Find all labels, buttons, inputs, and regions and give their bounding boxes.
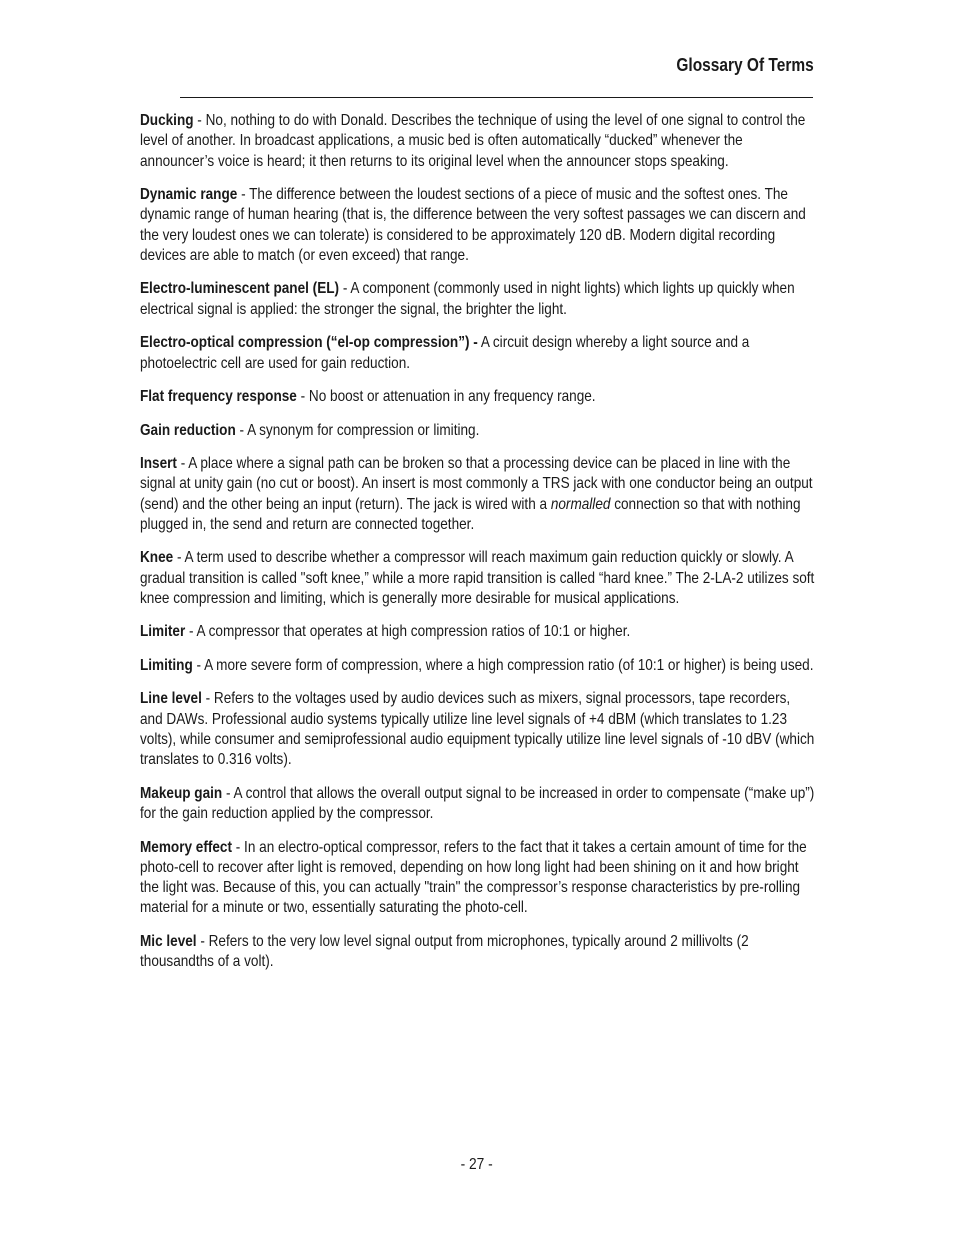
glossary-entry-knee: [140, 548, 816, 609]
glossary-term: Dynamic range: [140, 186, 238, 204]
glossary-term: Insert: [140, 454, 177, 472]
glossary-entry-dynamic-range: [140, 185, 816, 266]
glossary-definition: - A synonym for compression or limiting.: [235, 421, 480, 439]
glossary-term: Flat frequency response: [140, 388, 297, 406]
glossary-definition: - A control that allows the overall output signal to be increased in order to compensate (“make up”) for the gain reduction applied by the compressor.: [140, 784, 815, 823]
glossary-term: Limiting: [140, 656, 193, 674]
glossary-term: Ducking: [140, 112, 194, 129]
page-header-title: Glossary Of Terms: [676, 55, 814, 75]
glossary-term: Makeup gain: [140, 784, 223, 802]
page-footer: [0, 1156, 954, 1174]
glossary-definition: - A place where a signal path can be broken so that a processing device can be placed in line with the signal at unity gain (no cut or boost). An insert is most commonly a TRS jack with one conductor being an output (send) and the other being an input (return). The jack is wired with a: [140, 454, 813, 513]
glossary-definition: A circuit design whereby a light source and a photoelectric cell are used for gain reduction.: [140, 334, 750, 372]
glossary-entry-ducking: [140, 111, 816, 172]
glossary-term: Electro-optical compression (“el-op compression”) -: [140, 334, 478, 352]
glossary-entry-gain-reduction: [140, 421, 816, 441]
page-number: - 27 -: [460, 1156, 494, 1173]
glossary-content: [140, 111, 816, 986]
glossary-definition: - A more severe form of compression, where a high compression ratio (of 10:1 or higher) is being used.: [192, 656, 814, 674]
glossary-definition-continued: connection so that with nothing plugged in, the send and return are connected together.: [140, 495, 801, 533]
glossary-term: Limiter: [140, 623, 186, 641]
glossary-entry-mic-level: [140, 932, 816, 973]
glossary-definition: - The difference between the loudest sections of a piece of music and the softest ones. The dynamic range of human hearing (that is, the difference between the very softest passages we can discern and the very loudest ones we can tolerate) is considered to be approximately 120 dB. Modern digital recording devices are able to match (or even exceed) that range.: [140, 186, 806, 264]
glossary-definition: - In an electro-optical compressor, refers to the fact that it takes a certain amount of time for the photo-cell to recover after light is removed, depending on how long light had been shining on it and how bright the light was. Because of this, you can actually "train" the compressor’s response characteristics by pre-rolling material for a minute or two, essentially saturating the photo-cell.: [140, 838, 807, 917]
glossary-definition: - A component (commonly used in night lights) which lights up quickly when electrical signal is applied: the stronger the signal, the brighter the light.: [140, 280, 795, 318]
glossary-entry-line-level: [140, 689, 816, 770]
glossary-entry-insert: [140, 454, 816, 535]
glossary-entry-electro-luminescent-panel: [140, 279, 816, 320]
glossary-term: Line level: [140, 690, 202, 708]
glossary-term: Gain reduction: [140, 421, 236, 439]
glossary-entry-flat-frequency-response: [140, 387, 816, 407]
glossary-term: Knee: [140, 549, 174, 567]
glossary-definition: - A term used to describe whether a compressor will reach maximum gain reduction quickly or slowly. A gradual transition is called "soft knee,” while a more rapid transition is called “hard knee.” The 2-LA-2 utilizes soft knee compression and limiting, which is generally more desirable for musical applications.: [140, 549, 815, 607]
glossary-definition: - Refers to the very low level signal output from microphones, typically around 2 millivolts (2 thousandths of a volt).: [140, 932, 749, 971]
glossary-term: Mic level: [140, 932, 197, 950]
glossary-entry-makeup-gain: [140, 784, 816, 825]
glossary-entry-electro-optical-compression: [140, 333, 816, 374]
glossary-definition: - A compressor that operates at high compression ratios of 10:1 or higher.: [185, 623, 631, 641]
glossary-emphasis: normalled: [550, 495, 611, 513]
glossary-definition: - No, nothing to do with Donald. Describes the technique of using the level of one signal to control the level of another. In broadcast applications, a music bed is often automatically “ducked” whenever the announcer’s voice is heard; it then returns to its original level when the announcer stops speaking.: [140, 112, 806, 170]
glossary-term: Memory effect: [140, 838, 233, 856]
glossary-entry-limiting: [140, 656, 816, 676]
header-rule: [180, 97, 813, 98]
glossary-definition: - No boost or attenuation in any frequency range.: [296, 388, 596, 406]
glossary-entry-memory-effect: [140, 838, 816, 919]
glossary-term: Electro-luminescent panel (EL): [140, 280, 340, 298]
glossary-definition: - Refers to the voltages used by audio devices such as mixers, signal processors, tape recorders, and DAWs. Professional audio systems typically utilize line level signals of +4 dBM (which translates to 1.23 volts), while consumer and semiprofessional audio equipment typically utilize line level signals of -10 dBV (which translates to 0.316 volts).: [140, 690, 815, 769]
glossary-entry-limiter: [140, 622, 816, 642]
